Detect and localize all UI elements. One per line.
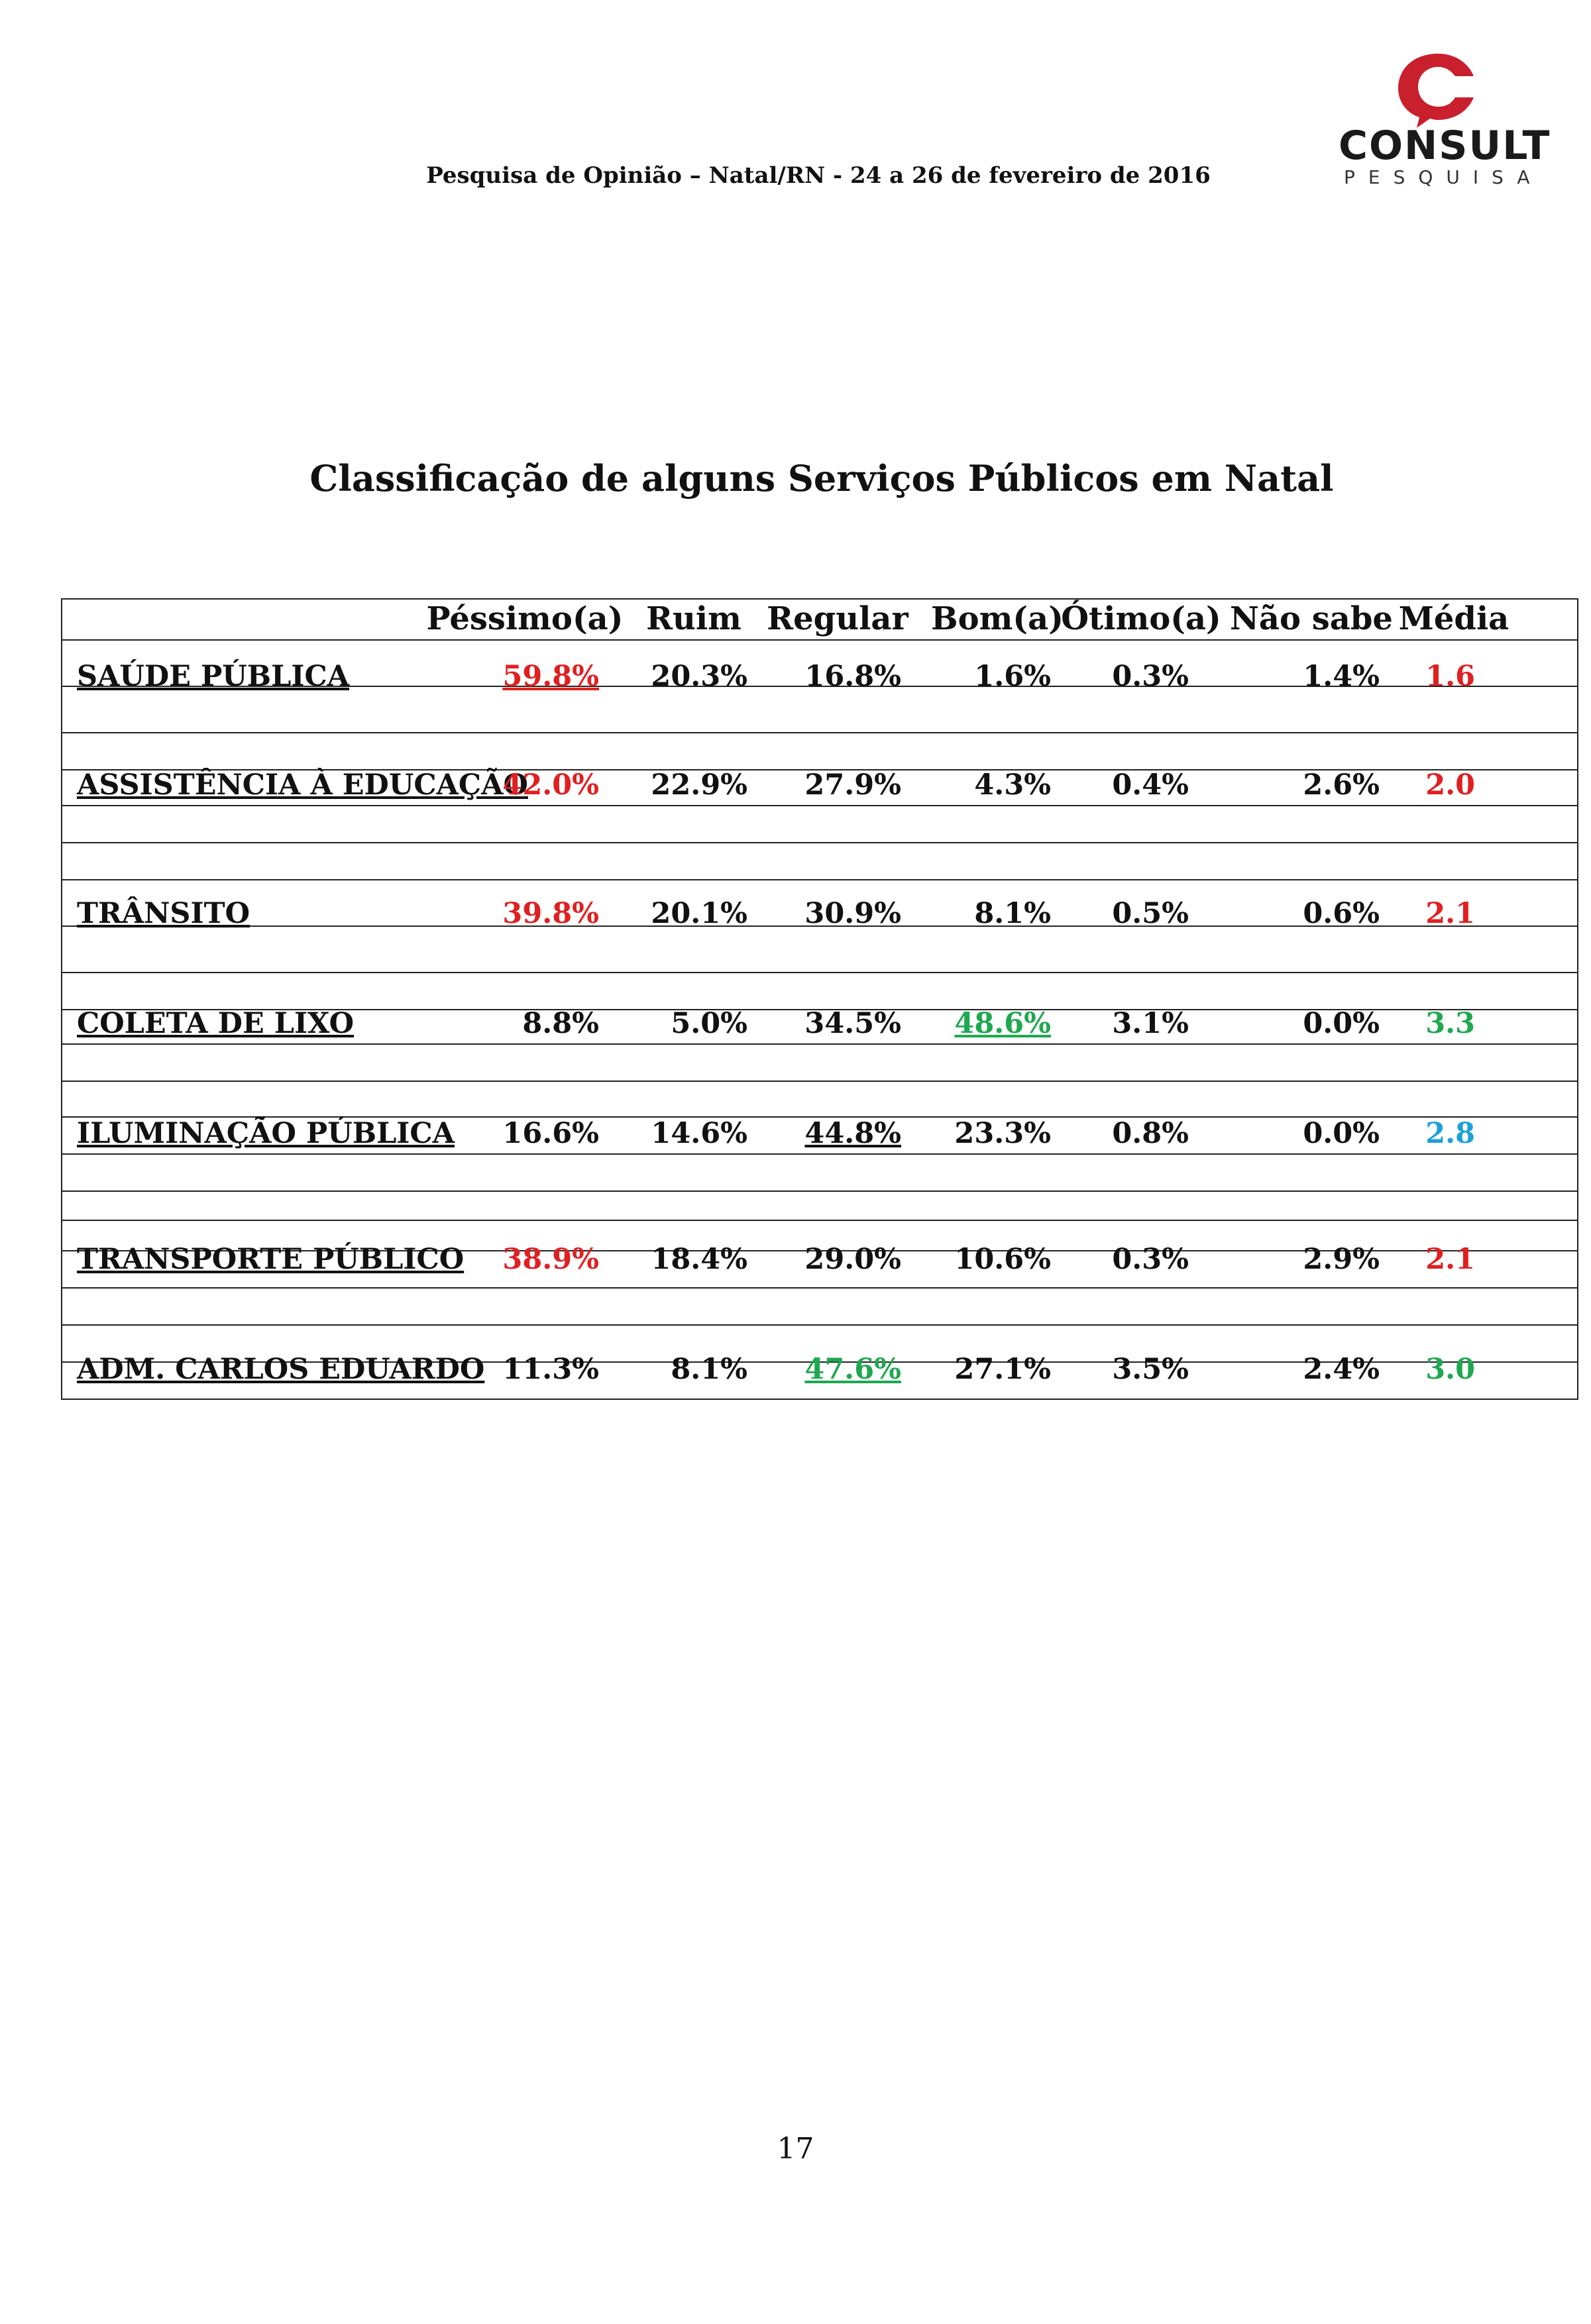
table-cell: 3.5% [1112, 1353, 1189, 1386]
table-cell: 14.6% [651, 1117, 747, 1150]
table-cell: 23.3% [954, 1117, 1051, 1150]
table-cell: 2.0 [1425, 768, 1475, 802]
table-cell: 34.5% [804, 1007, 901, 1040]
table-cell: 8.1% [671, 1353, 747, 1386]
table-cell: 2.1 [1425, 1243, 1475, 1276]
row-label: ILUMINAÇÃO PÚBLICA [77, 1117, 455, 1150]
table-cell: 10.6% [954, 1243, 1051, 1276]
table-cell: 2.4% [1303, 1353, 1380, 1386]
table-cell: 1.6 [1425, 660, 1475, 693]
row-label: TRÂNSITO [77, 897, 250, 930]
column-header: Bom(a) [931, 600, 1064, 637]
table-cell: 29.0% [804, 1243, 901, 1276]
row-label: TRANSPORTE PÚBLICO [77, 1243, 465, 1276]
logo-subtitle: PESQUISA [1344, 166, 1543, 188]
logo-wordmark: CONSULT [1339, 123, 1551, 169]
column-header: Não sabe [1230, 600, 1393, 637]
page-number: 17 [777, 2132, 814, 2166]
column-header: Péssimo(a) [426, 600, 624, 637]
table-cell: 0.8% [1112, 1117, 1189, 1150]
table-cell: 3.3 [1425, 1007, 1475, 1040]
table-cell: 8.8% [522, 1007, 599, 1040]
table-cell: 1.6% [974, 660, 1051, 693]
row-label: ADM. CARLOS EDUARDO [77, 1353, 485, 1386]
column-header: Ótimo(a) [1061, 600, 1221, 637]
table-cell: 18.4% [651, 1243, 747, 1276]
table-cell: 44.8% [804, 1117, 901, 1150]
column-header: Ruim [646, 600, 741, 637]
row-label: SAÚDE PÚBLICA [77, 660, 350, 693]
table-cell: 30.9% [804, 897, 901, 930]
table-cell: 0.0% [1303, 1007, 1380, 1040]
row-label: COLETA DE LIXO [77, 1007, 355, 1040]
services-table [61, 596, 1578, 1464]
page-title: Classificação de alguns Serviços Públicos em Natal [309, 457, 1334, 500]
table-cell: 8.1% [974, 897, 1051, 930]
table-cell: 5.0% [671, 1007, 747, 1040]
table-cell: 22.9% [651, 768, 747, 802]
table-cell: 20.1% [651, 897, 747, 930]
table-cell: 27.1% [954, 1353, 1051, 1386]
consult-logo [1339, 50, 1551, 195]
column-header: Média [1398, 600, 1509, 637]
table-cell: 0.3% [1112, 660, 1189, 693]
table-cell: 0.4% [1112, 768, 1189, 802]
table-cell: 0.6% [1303, 897, 1380, 930]
column-header: Regular [767, 600, 908, 637]
table-cell: 39.8% [502, 897, 599, 930]
table-cell: 4.3% [974, 768, 1051, 802]
table-cell: 3.1% [1112, 1007, 1189, 1040]
table-cell: 2.8 [1425, 1117, 1475, 1150]
table-cell: 2.9% [1303, 1243, 1380, 1276]
table-cell: 0.3% [1112, 1243, 1189, 1276]
table-cell: 20.3% [651, 660, 747, 693]
table-cell: 2.1 [1425, 897, 1475, 930]
table-cell: 48.6% [954, 1007, 1051, 1040]
table-cell: 38.9% [502, 1243, 599, 1276]
table-cell: 0.0% [1303, 1117, 1380, 1150]
report-header: Pesquisa de Opinião – Natal/RN - 24 a 26 de fevereiro de 2016 [426, 162, 1211, 189]
table-cell: 47.6% [804, 1353, 901, 1386]
table-cell: 0.5% [1112, 897, 1189, 930]
table-cell: 16.8% [804, 660, 901, 693]
table-cell: 27.9% [804, 768, 901, 802]
speech-bubble-c-icon [1339, 50, 1537, 129]
row-label: ASSISTÊNCIA À EDUCAÇÃO [77, 768, 528, 802]
table-cell: 59.8% [502, 660, 599, 693]
table-cell: 11.3% [502, 1353, 599, 1386]
table-cell: 16.6% [502, 1117, 599, 1150]
table-cell: 42.0% [502, 768, 599, 802]
table-cell: 1.4% [1303, 660, 1380, 693]
table-cell: 2.6% [1303, 768, 1380, 802]
table-cell: 3.0 [1425, 1353, 1475, 1386]
